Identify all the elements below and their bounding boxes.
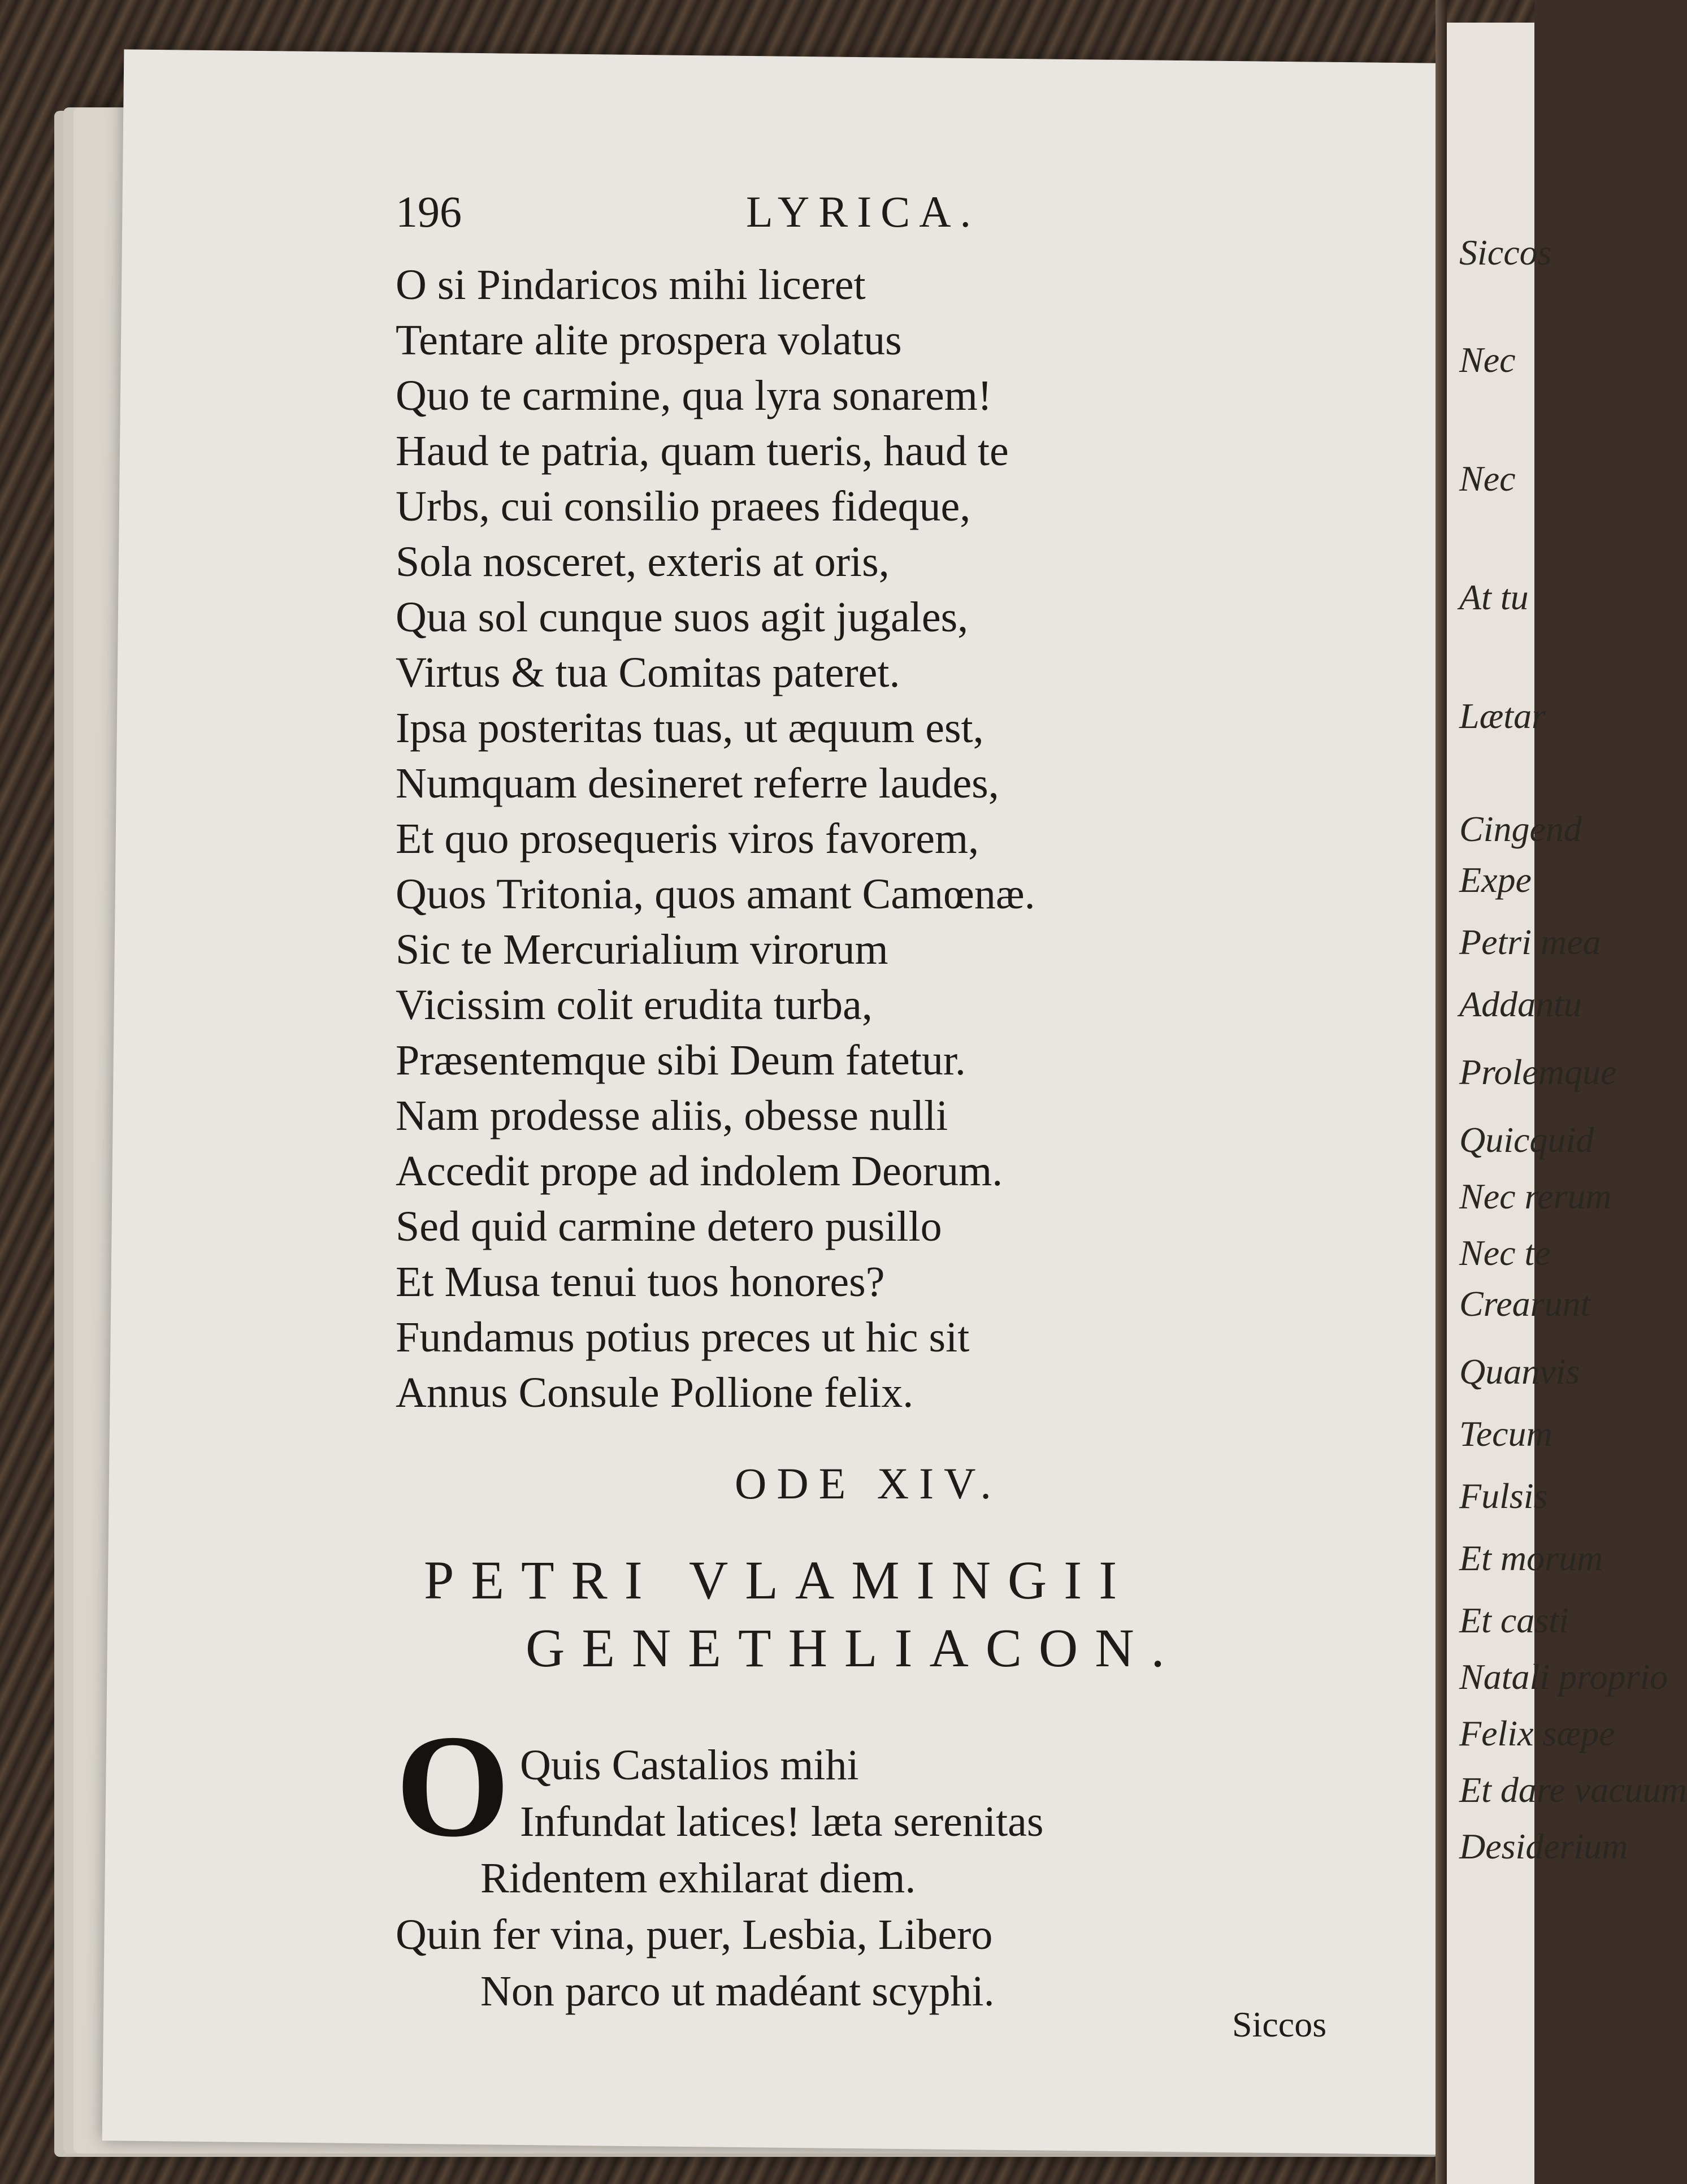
facing-line: Tecum xyxy=(1459,1414,1552,1454)
facing-line: Expe xyxy=(1459,860,1532,900)
verse-line: Sola nosceret, exteris at oris, xyxy=(396,538,890,586)
verse-line: Et Musa tenui tuos honores? xyxy=(396,1258,885,1306)
verse-line: Nam prodesse aliis, obesse nulli xyxy=(396,1092,948,1139)
verse-line: Numquam desineret referre laudes, xyxy=(396,760,999,807)
facing-line: Nec xyxy=(1459,340,1516,380)
verse-line: Tentare alite prospera volatus xyxy=(396,317,902,364)
verse-line: O si Pindaricos mihi liceret xyxy=(396,261,866,309)
catchword: Siccos xyxy=(1232,2004,1327,2044)
facing-line: Nec rerum xyxy=(1459,1176,1612,1216)
facing-line: Cingend xyxy=(1459,809,1582,849)
facing-line: Siccos xyxy=(1459,232,1552,272)
verse-line: Virtus & tua Comitas pateret. xyxy=(396,649,900,696)
facing-line: Prolemque xyxy=(1459,1052,1617,1092)
verse-line: Fundamus potius preces ut hic sit xyxy=(396,1314,970,1361)
facing-line: Crearunt xyxy=(1459,1284,1591,1324)
facing-line: At tu xyxy=(1459,577,1529,617)
facing-line: Et dare vacuum xyxy=(1459,1770,1687,1810)
running-title: LYRICA. xyxy=(746,187,981,236)
verse-line: Præsentemque sibi Deum fatetur. xyxy=(396,1037,966,1084)
facing-line: Quanvis xyxy=(1459,1351,1580,1392)
verse-line: Sic te Mercurialium virorum xyxy=(396,926,888,973)
verse-line: Ipsa posteritas tuas, ut æquum est, xyxy=(396,704,984,752)
ode-number: ODE XIV. xyxy=(735,1459,1001,1508)
facing-line: Quicquid xyxy=(1459,1120,1594,1160)
facing-line: Natali proprio xyxy=(1459,1657,1668,1697)
facing-line: Petri mea xyxy=(1459,922,1601,962)
ode-line: Infundat latices! læta serenitas xyxy=(520,1798,1044,1845)
facing-line: Nec te xyxy=(1459,1233,1551,1273)
facing-line: Fulsis xyxy=(1459,1476,1548,1516)
verse-line: Quo te carmine, qua lyra sonarem! xyxy=(396,372,992,419)
ode-line: Quin fer vina, puer, Lesbia, Libero xyxy=(396,1911,993,1958)
facing-line: Desiderium xyxy=(1459,1826,1628,1866)
verse-line: Quos Tritonia, quos amant Camœnæ. xyxy=(396,870,1035,918)
verse-line: Vicissim colit erudita turba, xyxy=(396,981,873,1029)
ode-title-line-2: GENETHLIACON. xyxy=(526,1618,1182,1678)
facing-line: Lætar xyxy=(1459,696,1546,736)
verse-line: Haud te patria, quam tueris, haud te xyxy=(396,427,1009,475)
facing-line: Addantu xyxy=(1459,984,1582,1024)
facing-page xyxy=(1447,23,1687,2184)
book-gutter xyxy=(1436,0,1447,2184)
poem-verse xyxy=(396,257,1356,1420)
verse-line: Accedit prope ad indolem Deorum. xyxy=(396,1147,1003,1195)
facing-line: Nec xyxy=(1459,458,1516,499)
verse-line: Sed quid carmine detero pusillo xyxy=(396,1203,942,1250)
ode-line: Quis Castalios mihi xyxy=(520,1741,859,1789)
verse-line: Qua sol cunque suos agit jugales, xyxy=(396,593,969,641)
verse-line: Annus Consule Pollione felix. xyxy=(396,1369,914,1416)
verse-line: Urbs, cui consilio praees fideque, xyxy=(396,483,971,530)
drop-cap: O xyxy=(396,1705,510,1867)
ode-line: Ridentem exhilarat diem. xyxy=(480,1854,916,1902)
verse-line: Et quo prosequeris viros favorem, xyxy=(396,815,979,863)
ode-line: Non parco ut madéant scyphi. xyxy=(480,1968,995,2015)
page-header xyxy=(396,187,1390,243)
ode-title-line-1: PETRI VLAMINGII xyxy=(424,1550,1134,1610)
facing-line: Et casti xyxy=(1459,1600,1569,1640)
facing-line: Felix sæpe xyxy=(1459,1713,1615,1753)
page-number: 196 xyxy=(396,187,462,236)
facing-line: Et morum xyxy=(1459,1538,1603,1578)
